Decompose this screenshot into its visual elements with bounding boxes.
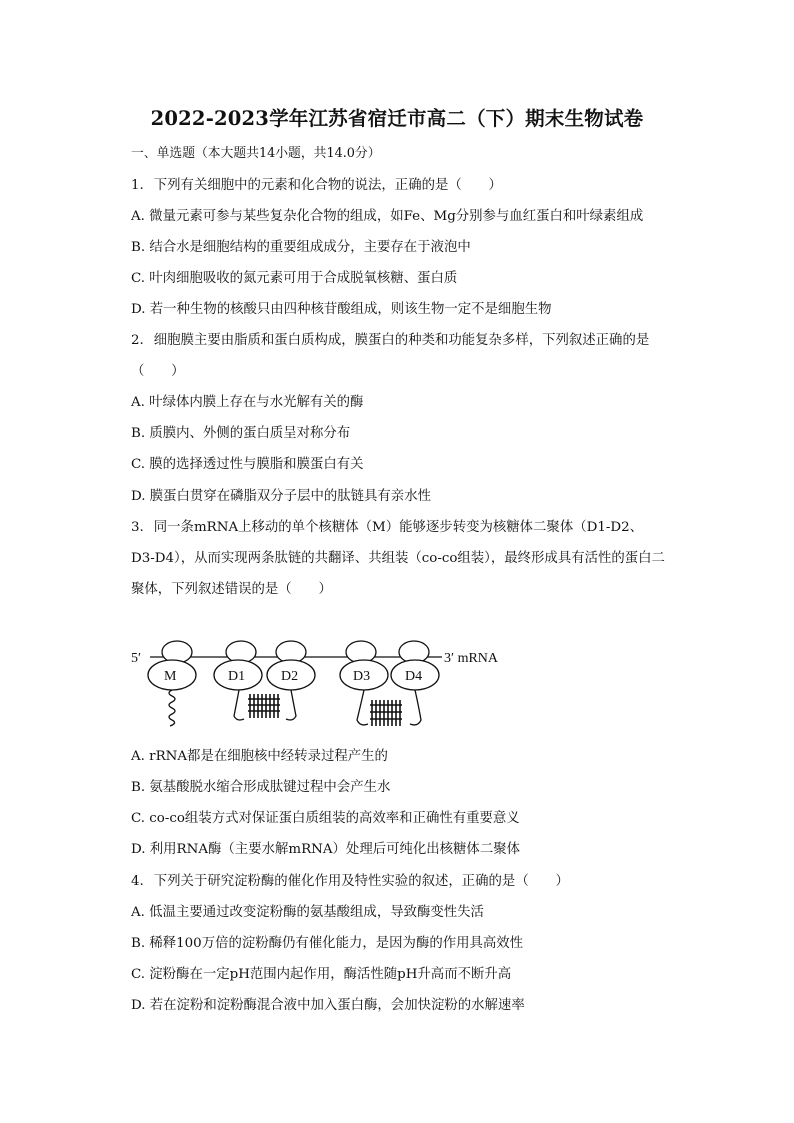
question-number: 4. xyxy=(131,874,144,889)
question-text: 同一条mRNA上移动的单个核糖体（M）能够逐步转变为核糖体二聚体（D1-D2、 xyxy=(153,520,644,535)
question-3-option-b: B. 氨基酸脱水缩合形成肽键过程中会产生水 xyxy=(131,780,391,795)
question-4-option-a: A. 低温主要通过改变淀粉酶的氨基酸组成，导致酶变性失活 xyxy=(131,905,484,920)
question-3-stem-continued: D3-D4），从而实现两条肽链的共翻译、共组装（co-co组装），最终形成具有活性的蛋白二 xyxy=(131,551,665,566)
question-1-stem xyxy=(131,177,502,195)
question-1-option-d: D. 若一种生物的核酸只由四种核苷酸组成，则该生物一定不是细胞生物 xyxy=(131,302,552,317)
ribosome-label-d2: D2 xyxy=(281,669,299,684)
question-4-option-b: B. 稀释100万倍的淀粉酶仍有催化能力，是因为酶的作用具高效性 xyxy=(131,936,524,951)
question-1-option-a: A. 微量元素可参与某些复杂化合物的组成，如Fe、Mg分别参与血红蛋白和叶绿素组成 xyxy=(131,209,644,224)
peptide-d1 xyxy=(234,690,244,720)
question-2-option-b: B. 质膜内、外侧的蛋白质呈对称分布 xyxy=(131,426,351,441)
question-3-option-c: C. co-co组装方式对保证蛋白质组装的高效率和正确性有重要意义 xyxy=(131,811,520,826)
ribosome-label-d4: D4 xyxy=(405,669,423,684)
question-4-option-d: D. 若在淀粉和淀粉酶混合液中加入蛋白酶，会加快淀粉的水解速率 xyxy=(131,998,525,1013)
question-text: 下列关于研究淀粉酶的催化作用及特性实验的叙述，正确的是（ ） xyxy=(153,874,569,889)
five-prime-label: 5′ xyxy=(131,651,142,666)
question-2-stem-continued: （ ） xyxy=(131,364,185,379)
ribosome-label-d3: D3 xyxy=(353,669,371,684)
page-title: 2022-2023学年江苏省宿迁市高二（下）期末生物试卷 xyxy=(150,107,644,130)
ribosome-label-m: M xyxy=(164,669,177,684)
question-3-option-a: A. rRNA都是在细胞核中经转录过程产生的 xyxy=(131,749,388,764)
section-header: 一、单选题（本大题共14小题，共14.0分） xyxy=(131,146,381,161)
question-4-option-c: C. 淀粉酶在一定pH范围内起作用，酶活性随pH升高而不断升高 xyxy=(131,967,512,982)
nascent-peptide-m xyxy=(169,690,175,726)
peptide-d2 xyxy=(286,690,296,720)
question-2-option-a: A. 叶绿体内膜上存在与水光解有关的酶 xyxy=(131,395,364,410)
question-2-option-c: C. 膜的选择透过性与膜脂和膜蛋白有关 xyxy=(131,457,364,472)
question-1-option-b: B. 结合水是细胞结构的重要组成成分，主要存在于液泡中 xyxy=(131,240,471,255)
question-2-option-d: D. 膜蛋白贯穿在磷脂双分子层中的肽链具有亲水性 xyxy=(131,489,431,504)
question-number: 3. xyxy=(131,520,144,535)
question-2-stem xyxy=(131,332,649,350)
question-3-stem-end: 聚体，下列叙述错误的是（ ） xyxy=(131,582,332,597)
coiled-peptide-d1-d2 xyxy=(248,694,280,718)
question-3-stem xyxy=(131,519,643,537)
question-4-stem xyxy=(131,873,569,891)
peptide-d3 xyxy=(357,690,368,725)
question-3-option-d: D. 利用RNA酶（主要水解mRNA）处理后可纯化出核糖体二聚体 xyxy=(131,842,520,857)
question-text: 细胞膜主要由脂质和蛋白质构成，膜蛋白的种类和功能复杂多样，下列叙述正确的是 xyxy=(153,333,650,348)
peptide-d4 xyxy=(410,690,421,725)
coiled-peptide-d3-d4 xyxy=(370,700,402,726)
question-number: 1. xyxy=(131,178,144,193)
question-number: 2. xyxy=(131,333,144,348)
question-text: 下列有关细胞中的元素和化合物的说法，正确的是（ ） xyxy=(153,178,502,193)
ribosome-label-d1: D1 xyxy=(228,669,246,684)
question-1-option-c: C. 叶肉细胞吸收的氮元素可用于合成脱氧核糖、蛋白质 xyxy=(131,271,458,286)
ribosome-dimer-diagram xyxy=(128,636,528,734)
three-prime-mrna-label: 3′ mRNA xyxy=(444,651,499,666)
